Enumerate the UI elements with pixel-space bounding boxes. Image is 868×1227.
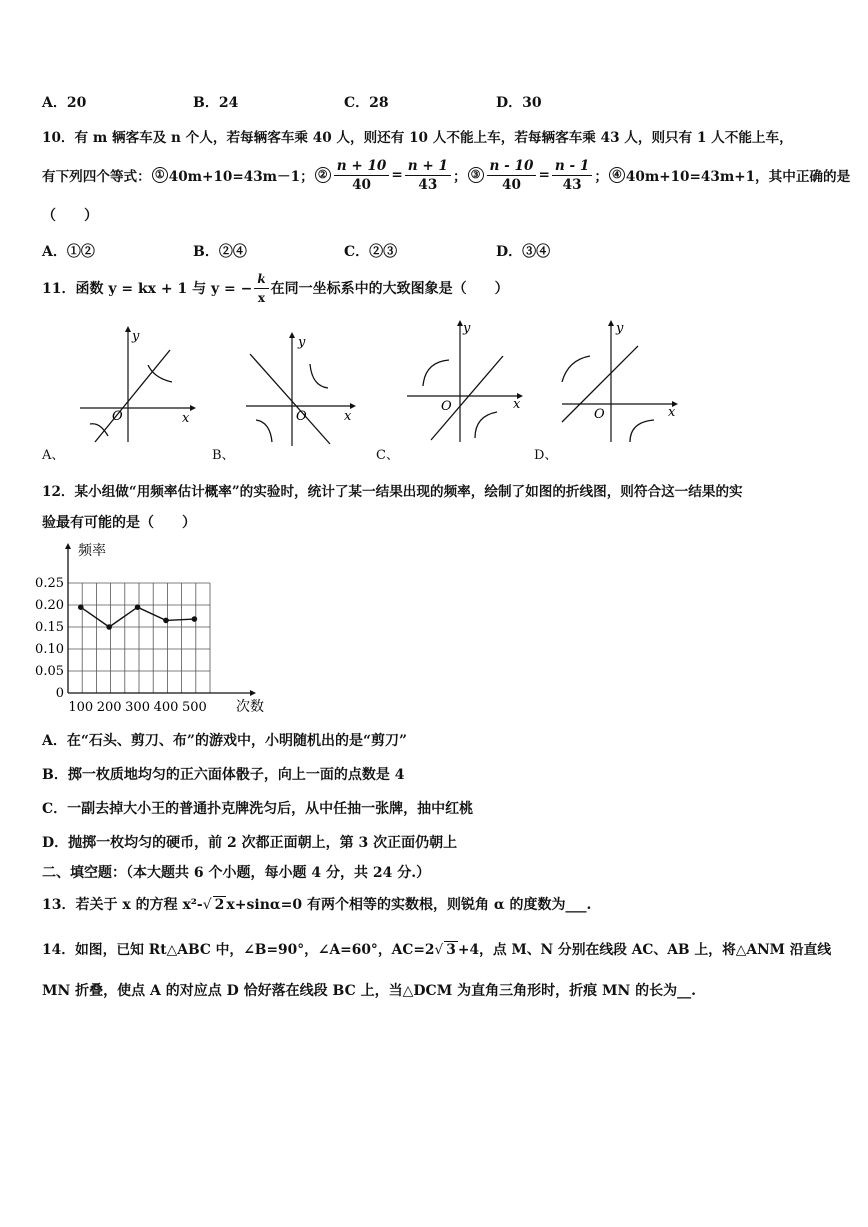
graph-b-origin: O <box>296 409 307 424</box>
y-axis-label: 频率 <box>78 543 106 559</box>
q12-option-c: C．一副去掉大小王的普通扑克牌洗匀后，从中任抽一张牌，抽中红桃 <box>42 801 474 817</box>
data-point <box>163 618 169 624</box>
y-tick-label: 0 <box>55 686 64 701</box>
q10-option-c: C．②③ <box>344 244 398 260</box>
q9-option-b: B．24 <box>193 95 239 111</box>
graph-c-origin: O <box>441 399 452 414</box>
x-tick-label: 500 <box>181 700 207 715</box>
q11-stem <box>42 270 509 306</box>
q11-suffix: 在同一坐标系中的大致图象是（ ） <box>270 281 509 297</box>
q12-stem-line1: 12．某小组做“用频率估计概率”的实验时，统计了某一结果出现的频率，绘制了如图的折线图，则符合这一结果的实 <box>42 484 743 500</box>
q14-suffix: +4，点 M、N 分别在线段 AC、AB 上，将△ANM 沿直线 <box>457 942 832 958</box>
q12-option-d: D．抛掷一枚均匀的硬币，前 2 次都正面朝上，第 3 次正面仍朝上 <box>42 835 458 851</box>
q10-stem-line2: 有下列四个等式： ① 40m+10=43m－1； ② $\frac{n + 10}{40}$ = $\frac{n + 1}{43}$ ； ③ $\frac{n - 10}{40}$ = $\frac{n - 1}{43}$ ； ④ 40m+10=43m+1，其中正确的是 <box>42 157 851 193</box>
q10-answer-paren: （ ） <box>42 208 98 224</box>
graph-c-y-label: y <box>463 321 471 336</box>
y-axis-arrow-icon <box>65 543 71 549</box>
q14-stem-line1: 14．如图，已知 Rt△ABC 中，∠B=90°，∠A=60°，AC=2√ 3 +4，点 M、N 分别在线段 AC、AB 上，将△ANM 沿直线 <box>42 942 832 958</box>
x-tick-label: 200 <box>96 700 122 715</box>
q11-fraction: $\frac{k}{x}$ <box>254 270 268 307</box>
graph-b-x-label: x <box>344 409 352 424</box>
graph-c <box>405 316 535 444</box>
graph-d-y-label: y <box>616 321 624 336</box>
q10-eq3-right-fraction: $\frac{n - 1}{43}$ <box>552 157 592 194</box>
q10-stem-line1: 10．有 m 辆客车及 n 个人，若每辆客车乘 40 人，则还有 10 人不能上车，若每辆客车乘 43 人，则只有 1 人不能上车， <box>42 130 793 146</box>
circled-3: ③ <box>468 167 484 183</box>
y-tick-label: 0.15 <box>35 620 64 635</box>
q10-option-a: A．①② <box>42 244 95 260</box>
y-tick-label: 0.10 <box>35 642 64 657</box>
data-point <box>135 604 141 610</box>
q12-option-b: B．掷一枚质地均匀的正六面体骰子，向上一面的点数是 4 <box>42 767 405 783</box>
y-tick-label: 0.05 <box>35 664 64 679</box>
graph-d-label: D、 <box>534 448 558 463</box>
q9-option-a: A．20 <box>42 95 87 111</box>
graph-c-label: C、 <box>376 448 399 463</box>
x-axis-label: 次数 <box>236 699 264 715</box>
frequency-line-chart <box>30 536 280 716</box>
x-axis-arrow-icon <box>250 690 256 696</box>
graph-a-label: A、 <box>42 448 65 463</box>
graph-a-y-label: y <box>132 329 140 344</box>
graph-a-origin: O <box>112 409 123 424</box>
y-tick-label: 0.20 <box>35 598 64 613</box>
graph-b-y-label: y <box>298 335 306 350</box>
q9-option-c: C．28 <box>344 95 389 111</box>
section-2-title: 二、填空题：（本大题共 6 个小题，每小题 4 分，共 24 分.） <box>42 865 431 881</box>
graph-a-x-label: x <box>182 411 190 426</box>
q11-prefix: 11．函数 y = kx + 1 与 y = − <box>42 281 253 297</box>
y-tick-label: 0.25 <box>35 576 64 591</box>
circled-1: ① <box>152 167 168 183</box>
graph-c-x-label: x <box>513 397 521 412</box>
graph-d-origin: O <box>594 407 605 422</box>
q12-stem-line2: 验最有可能的是（ ） <box>42 515 196 531</box>
q13-stem: 13．若关于 x 的方程 x²-√ 2 x+sinα=0 有两个相等的实数根，则锐角 α 的度数为___. <box>42 897 592 913</box>
q10-option-b: B．②④ <box>193 244 247 260</box>
q13-suffix: x+sinα=0 有两个相等的实数根，则锐角 α 的度数为___. <box>226 897 592 913</box>
circled-4: ④ <box>609 167 625 183</box>
q10-line2-prefix: 有下列四个等式： <box>42 169 151 185</box>
q13-prefix: 13．若关于 x 的方程 x²- <box>42 897 203 913</box>
data-point <box>78 604 84 610</box>
q10-eq4: 40m+10=43m+1，其中正确的是 <box>625 169 851 185</box>
x-tick-label: 400 <box>153 700 179 715</box>
circled-2: ② <box>315 167 331 183</box>
q10-eq2-left-fraction: $\frac{n + 10}{40}$ <box>334 157 390 194</box>
data-point <box>192 616 198 622</box>
graph-d-x-label: x <box>668 405 676 420</box>
q12-option-a: A．在“石头、剪刀、布”的游戏中，小明随机出的是“剪刀” <box>42 733 408 749</box>
q13-sqrt: 2 <box>214 897 225 913</box>
series-line <box>81 607 195 627</box>
q14-stem-line2: MN 折叠，使点 A 的对应点 D 恰好落在线段 BC 上，当△DCM 为直角三角形时，折痕 MN 的长为__. <box>42 983 696 999</box>
graph-b-label: B、 <box>212 448 235 463</box>
x-tick-label: 100 <box>68 700 94 715</box>
graph-a <box>70 320 205 445</box>
q14-sqrt: 3 <box>446 942 456 958</box>
q10-eq2-right-fraction: $\frac{n + 1}{43}$ <box>405 157 451 194</box>
q14-prefix: 14．如图，已知 Rt△ABC 中，∠B=90°，∠A=60°，AC=2 <box>42 942 435 958</box>
data-point <box>106 624 112 630</box>
q10-option-d: D．③④ <box>496 244 551 260</box>
q10-eq1: 40m+10=43m－1； <box>168 169 314 185</box>
x-tick-label: 300 <box>125 700 150 715</box>
graph-b <box>238 326 368 451</box>
q10-eq3-left-fraction: $\frac{n - 10}{40}$ <box>487 157 537 194</box>
graph-d <box>558 316 688 444</box>
q9-option-d: D．30 <box>496 95 542 111</box>
